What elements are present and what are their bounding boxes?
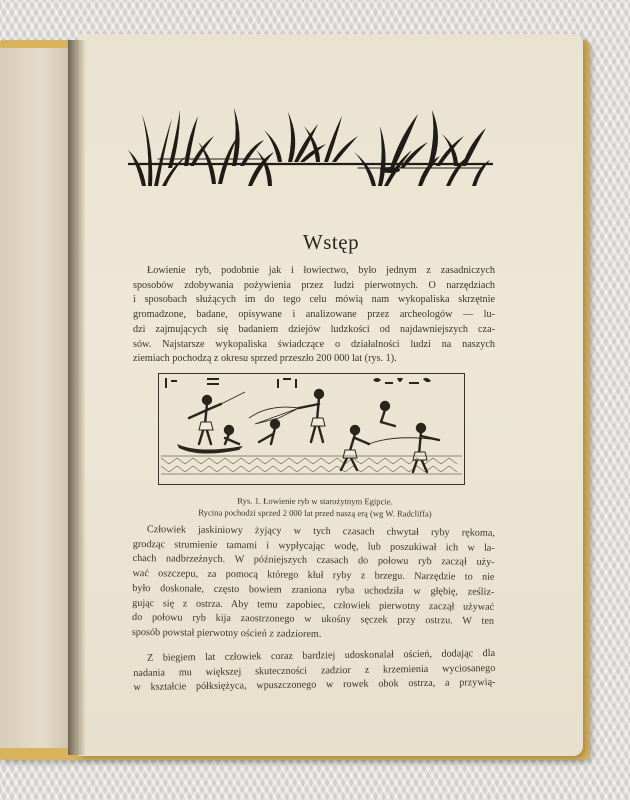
closing-paragraph <box>133 647 496 696</box>
text-line: grodząc strumienie tamami i wypłycając wodę, lub poszukiwał ich w la- <box>132 538 495 554</box>
text-line: do połowu ryb kija zaostrzonego w ukośny sęczek przy ostrzu. W ten <box>131 612 495 628</box>
caption-line: Rycina pochodzi sprzed 2 000 lat przed naszą erą (wg W. Radcliffa) <box>198 507 432 519</box>
text-line: nadania mu większej skuteczności zadzior z krzemienia wyciosanego <box>133 662 496 679</box>
text-line: sposób powstał pierwotny oścień z zadziorem. <box>131 626 322 640</box>
text-line: było doskonałe, często bowiem zraniona ryba uchodziła w głębię, ześliz- <box>132 582 495 598</box>
text-line: ziemiach pochodzą z okresu sprzed przeszło 200 000 lat (rys. 1). <box>133 353 397 365</box>
text-line: Człowiek jaskiniowy żyjący w tych czasach chwytał ryby rękoma, <box>146 524 495 539</box>
intro-paragraph <box>133 264 495 367</box>
egyptian-fishing-illustration <box>158 373 465 485</box>
text-line: gując się z ostrza. Aby temu zapobiec, człowiek pierwotny zaczął używać <box>132 597 495 613</box>
body-paragraph <box>132 523 495 644</box>
text-line: w kształcie półksiężyca, wpuszczonego w rowek obok ostrza, a przywią- <box>133 677 496 694</box>
left-page-edge <box>0 48 71 748</box>
text-line: sposobów zdobywania pożywienia przez ludzi pierwotnych. O narzędziach <box>133 279 495 291</box>
reeds-illustration <box>128 106 493 192</box>
text-line: Z biegiem lat człowiek coraz bardziej udoskonalał oścień, dodając dla <box>147 647 496 664</box>
text-line: Łowienie ryb, podobnie jak i łowiectwo, było jednym z zasadniczych <box>147 265 495 276</box>
page-title: Wstęp <box>302 230 360 254</box>
text-line: wać oszczepu, za pomocą którego kłuł ryby z brzegu. Narzędzie to nie <box>132 568 495 583</box>
text-line: chach nadbrzeżnych. W późniejszych czasach do połowu ryb zaczął uży- <box>132 553 495 569</box>
caption-line: Rys. 1. Łowienie ryb w starożytnym Egipcie. <box>237 495 393 507</box>
text-line: dzi zajmujących się badaniem dziejów ludzkości od najdawniejszych cza- <box>133 323 495 335</box>
text-line: i sposobach służących im do tego celu mówią nam wykopaliska skrzętnie <box>133 294 495 306</box>
text-line: sów. Najstarsze wykopaliska świadczące o działalności ludzi na naszych <box>133 338 495 350</box>
text-line: gromadzone, badane, opisywane i analizowane przez archeologów — lu- <box>133 309 495 321</box>
figure-caption <box>150 494 480 520</box>
book-gutter <box>68 40 86 755</box>
